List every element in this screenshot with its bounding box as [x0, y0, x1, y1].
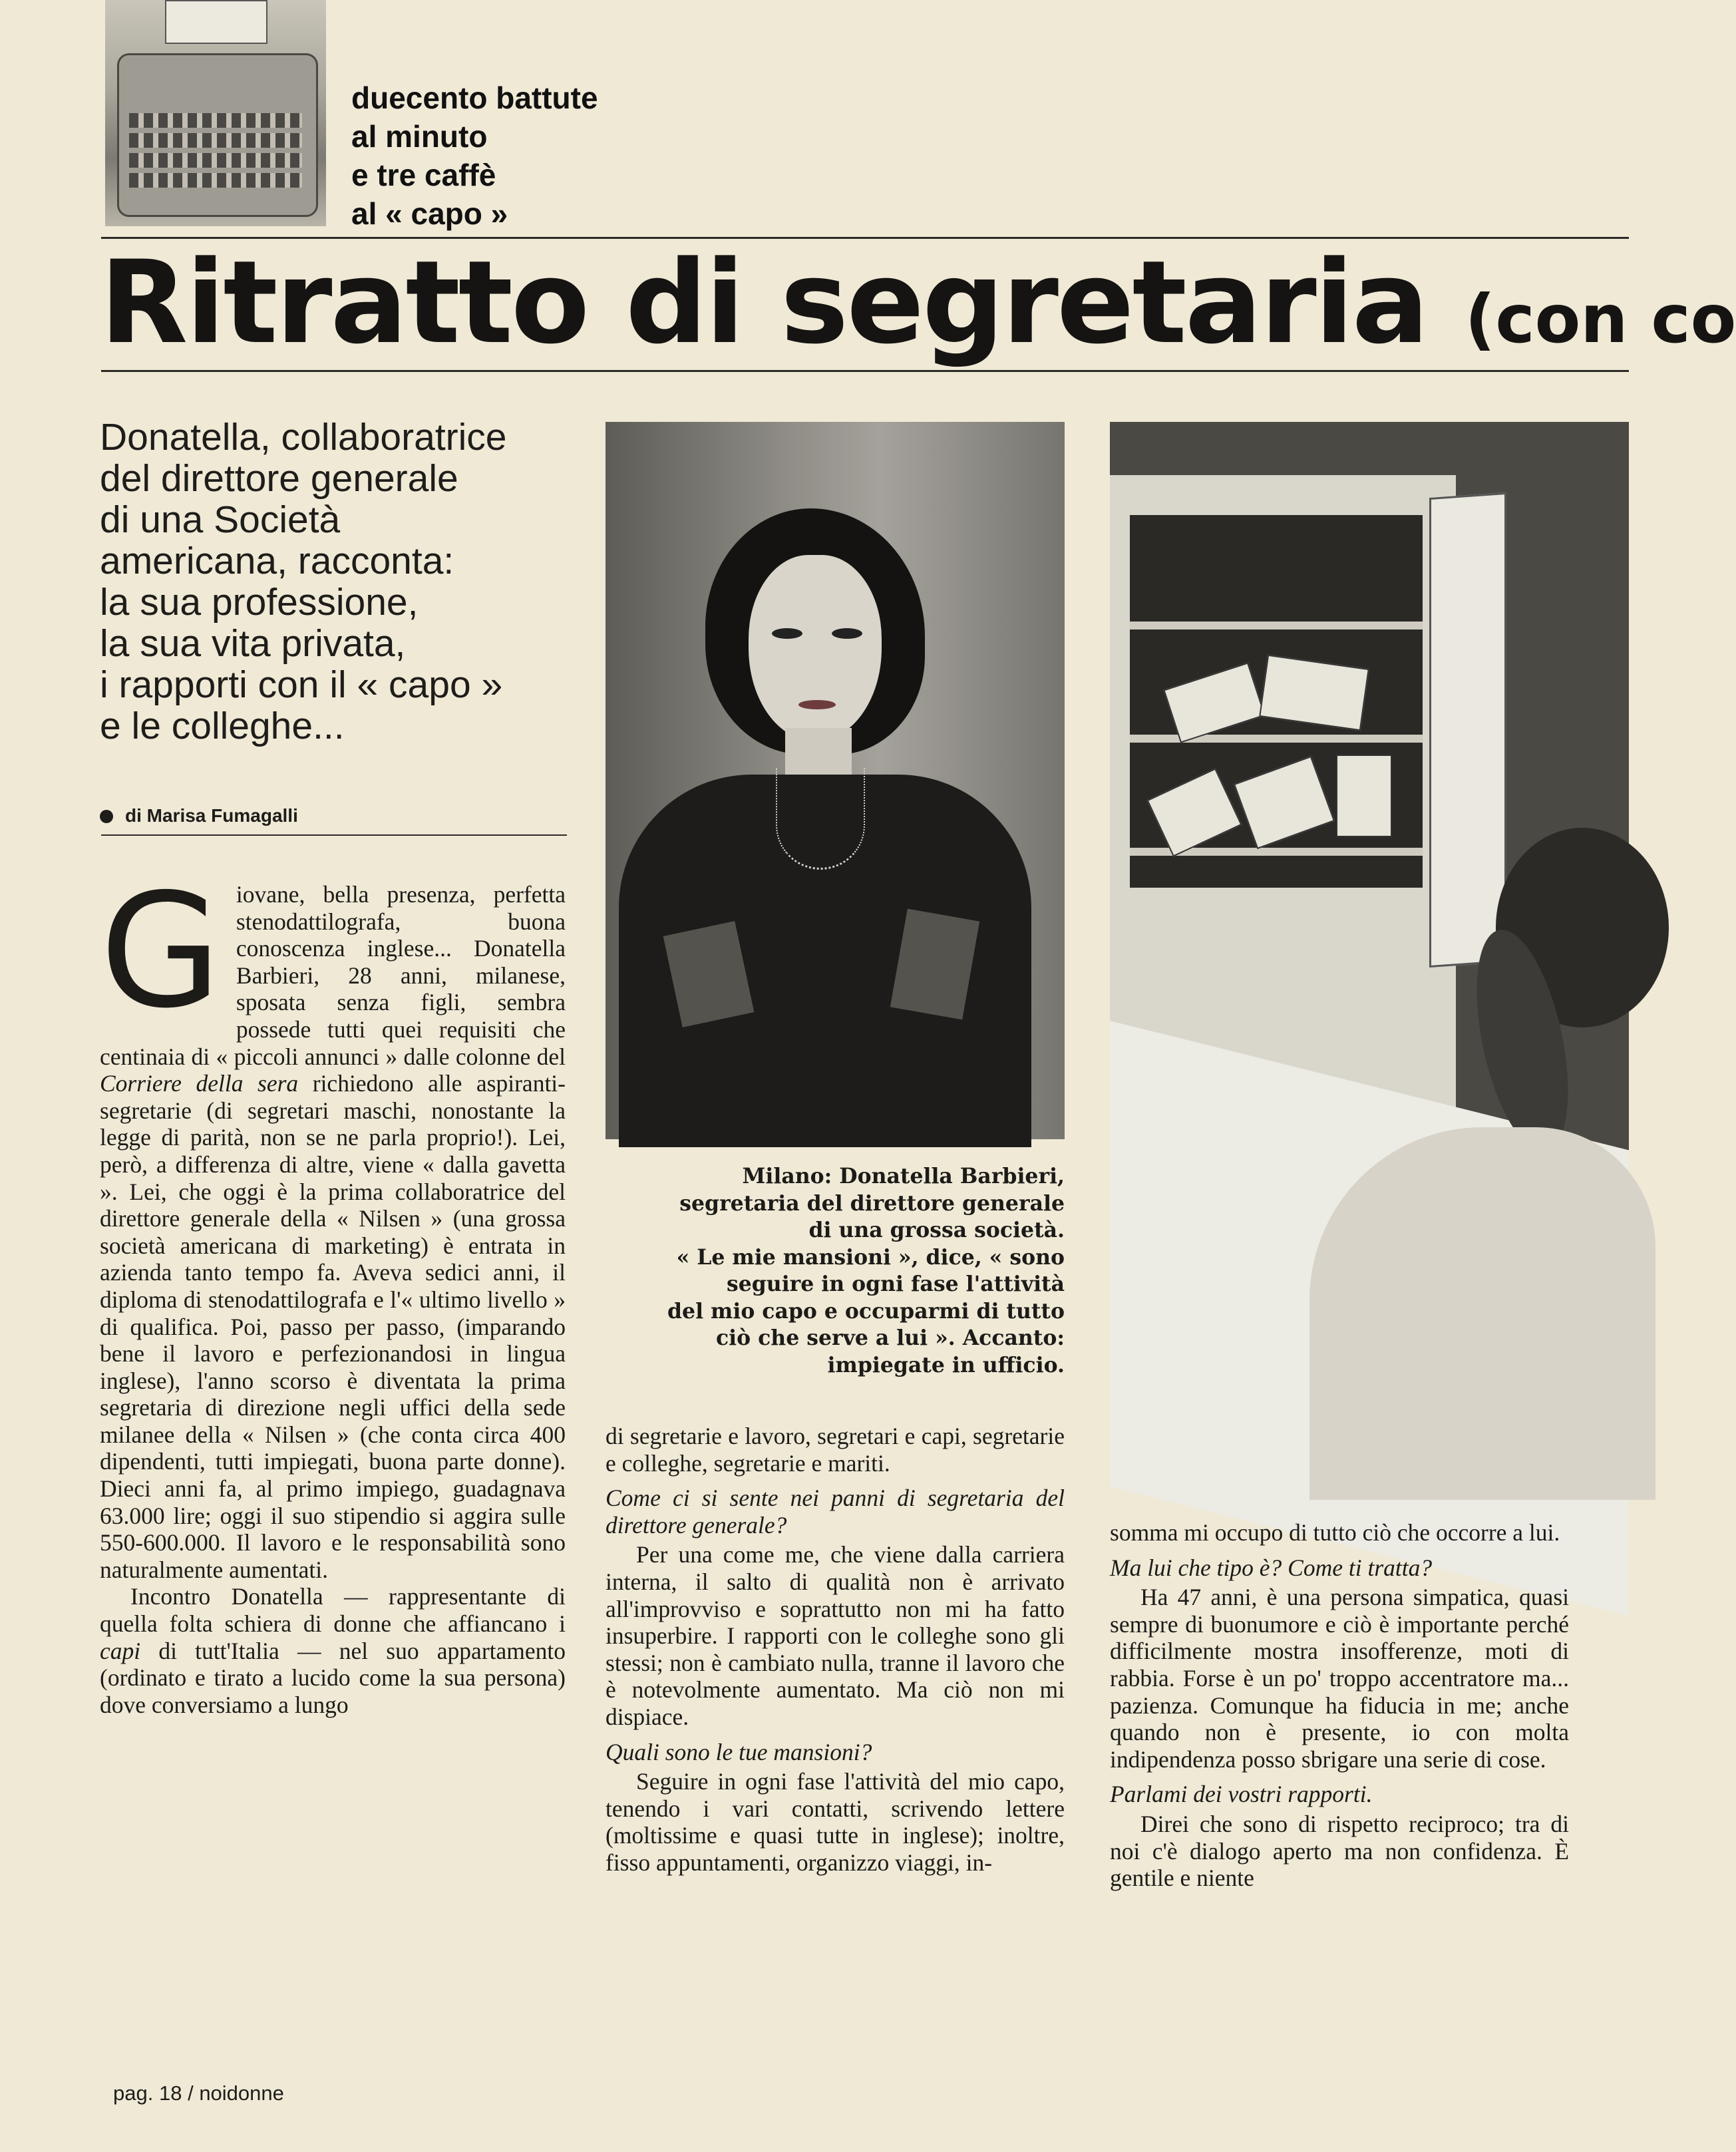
article-paragraph: iovane, bella presenza, perfetta stenodattilografa, buona conoscenza inglese... Donatella Barbieri, 28 anni, milanese, sposata senza figli, sembra possede tutti quei requisiti che centinaia di « piccoli annunci » dalle colonne del Corriere della sera richiedono alle aspiranti-segretarie (di segretari maschi, nonostante la legge di parità, non se ne parla proprio!). Lei, però, a differenza di altre, viene « dalla gavetta ». Lei, che oggi è la prima collaboratrice del direttore generale della « Nilsen » (una grossa società americana di marketing) è entrata in azienda tanto tempo fa. Aveva sedici anni, il diploma di stenodattilografa e l'« ultimo livello » di qualifica. Poi, passo per passo, (imparando bene il lavoro e perfezionandosi in lingua inglese), l'anno scorso è diventata la prima segretaria di direzione negli uffici della sede milanee della « Nilsen » (che conta circa 400 dipendenti, tutti impiegati, buona parte donne). Dieci anni fa, al primo impiego, guadagnava 63.000 lire; oggi il suo stipendio si aggira sulle 550-600.000. Il lavoro e le responsabilità sono naturalmente aumentati.	[100, 881, 566, 1583]
byline	[100, 805, 566, 826]
deck-line: la sua vita privata,	[100, 622, 406, 665]
caption-line: « Le mie mansioni », dice, « sono	[676, 1244, 1065, 1270]
interview-answer: Direi che sono di rispetto reciproco; tra di noi c'è dialogo aperto ma non confidenza. È gentile e niente	[1110, 1810, 1569, 1892]
page-number: pag. 18	[113, 2081, 182, 2105]
article-paragraph: somma mi occupo di tutto ciò che occorre a lui.	[1110, 1519, 1560, 1546]
office-photo	[1110, 422, 1629, 1472]
headline-rule	[101, 370, 1629, 372]
article-column-3	[1110, 1519, 1569, 1892]
headline-main: Ritratto di segretaria	[100, 236, 1427, 369]
article-column-1	[100, 860, 566, 1718]
deck-line: i rapporti con il « capo »	[100, 663, 503, 706]
typewriter-photo	[105, 0, 326, 226]
caption-line: del mio capo e occuparmi di tutto	[667, 1298, 1065, 1324]
caption-line: Milano: Donatella Barbieri,	[742, 1164, 1065, 1188]
magazine-name: noidonne	[199, 2081, 284, 2105]
caption-line: impiegate in ufficio.	[827, 1352, 1065, 1377]
deck-line: americana, racconta:	[100, 540, 454, 582]
kicker	[351, 79, 671, 233]
kicker-line: al minuto	[351, 119, 488, 154]
deck-line: la sua professione,	[100, 581, 419, 624]
kicker-line: duecento battute	[351, 81, 598, 115]
bullet-icon	[100, 810, 113, 823]
kicker-line: al « capo »	[351, 196, 508, 231]
article-paragraph: Incontro Donatella — rappresentante di quella folta schiera di donne che affiancano i capi di tutt'Italia — nel suo appartamento (ordinato e tirato a lucido come la sua persona) dove conversiamo a lungo	[100, 1583, 566, 1718]
caption-line: di una grossa società.	[808, 1218, 1065, 1242]
caption-line: seguire in ogni fase l'attività	[727, 1272, 1065, 1296]
caption-line: segretaria del direttore generale	[679, 1190, 1065, 1216]
interview-question: Parlami dei vostri rapporti.	[1110, 1781, 1373, 1808]
deck-line: del direttore generale	[100, 457, 458, 500]
kicker-line: e tre caffè	[351, 158, 496, 192]
folio-separator: /	[188, 2081, 194, 2105]
page-folio	[113, 2081, 284, 2105]
article-paragraph: di segretarie e lavoro, segretari e capi, segretarie e colleghe, segretarie e mariti.	[606, 1423, 1065, 1477]
article-column-2	[606, 1423, 1065, 1877]
interview-question: Come ci si sente nei panni di segretaria del direttore generale?	[606, 1485, 1065, 1538]
byline-rule	[101, 834, 567, 836]
drop-cap: G	[100, 860, 222, 1043]
interview-answer: Ha 47 anni, è una persona simpatica, quasi sempre di buonumore e ciò è importante perché difficilmente mostra insofferenze, moti di rabbia. Forse è un po' troppo accentratore ma... pazienza. Comunque ha fiducia in me; anche quando non è presente, io con molta indipendenza posso sbrigare una serie di cose.	[1110, 1584, 1569, 1773]
deck	[100, 417, 566, 747]
interview-question: Ma lui che tipo è? Come ti tratta?	[1110, 1554, 1433, 1581]
headline	[100, 236, 1736, 386]
deck-line: e le colleghe...	[100, 705, 345, 747]
photo-caption	[606, 1163, 1065, 1379]
interview-answer: Seguire in ogni fase l'attività del mio capo, tenendo i vari contatti, scrivendo lettere (moltissime e quasi tutte in inglese); inoltre, fisso appuntamenti, organizzo viaggi, in-	[606, 1768, 1065, 1876]
caption-line: ciò che serve a lui ». Accanto:	[716, 1326, 1065, 1350]
interview-question: Quali sono le tue mansioni?	[606, 1738, 872, 1765]
deck-line: Donatella, collaboratrice	[100, 416, 507, 458]
deck-line: di una Società	[100, 498, 341, 541]
headline-paren: (con co	[1465, 280, 1736, 358]
interview-answer: Per una come me, che viene dalla carriera interna, il salto di qualità non è arrivato all'improvviso e soprattutto non mi ha fatto insuperbire. I rapporti con le colleghe sono gli stessi; non è cambiato nulla, tranne il lavoro che è notevolmente aumentato. Ma ciò non mi dispiace.	[606, 1541, 1065, 1730]
byline-author: di Marisa Fumagalli	[125, 805, 298, 826]
portrait-photo	[606, 422, 1065, 1139]
